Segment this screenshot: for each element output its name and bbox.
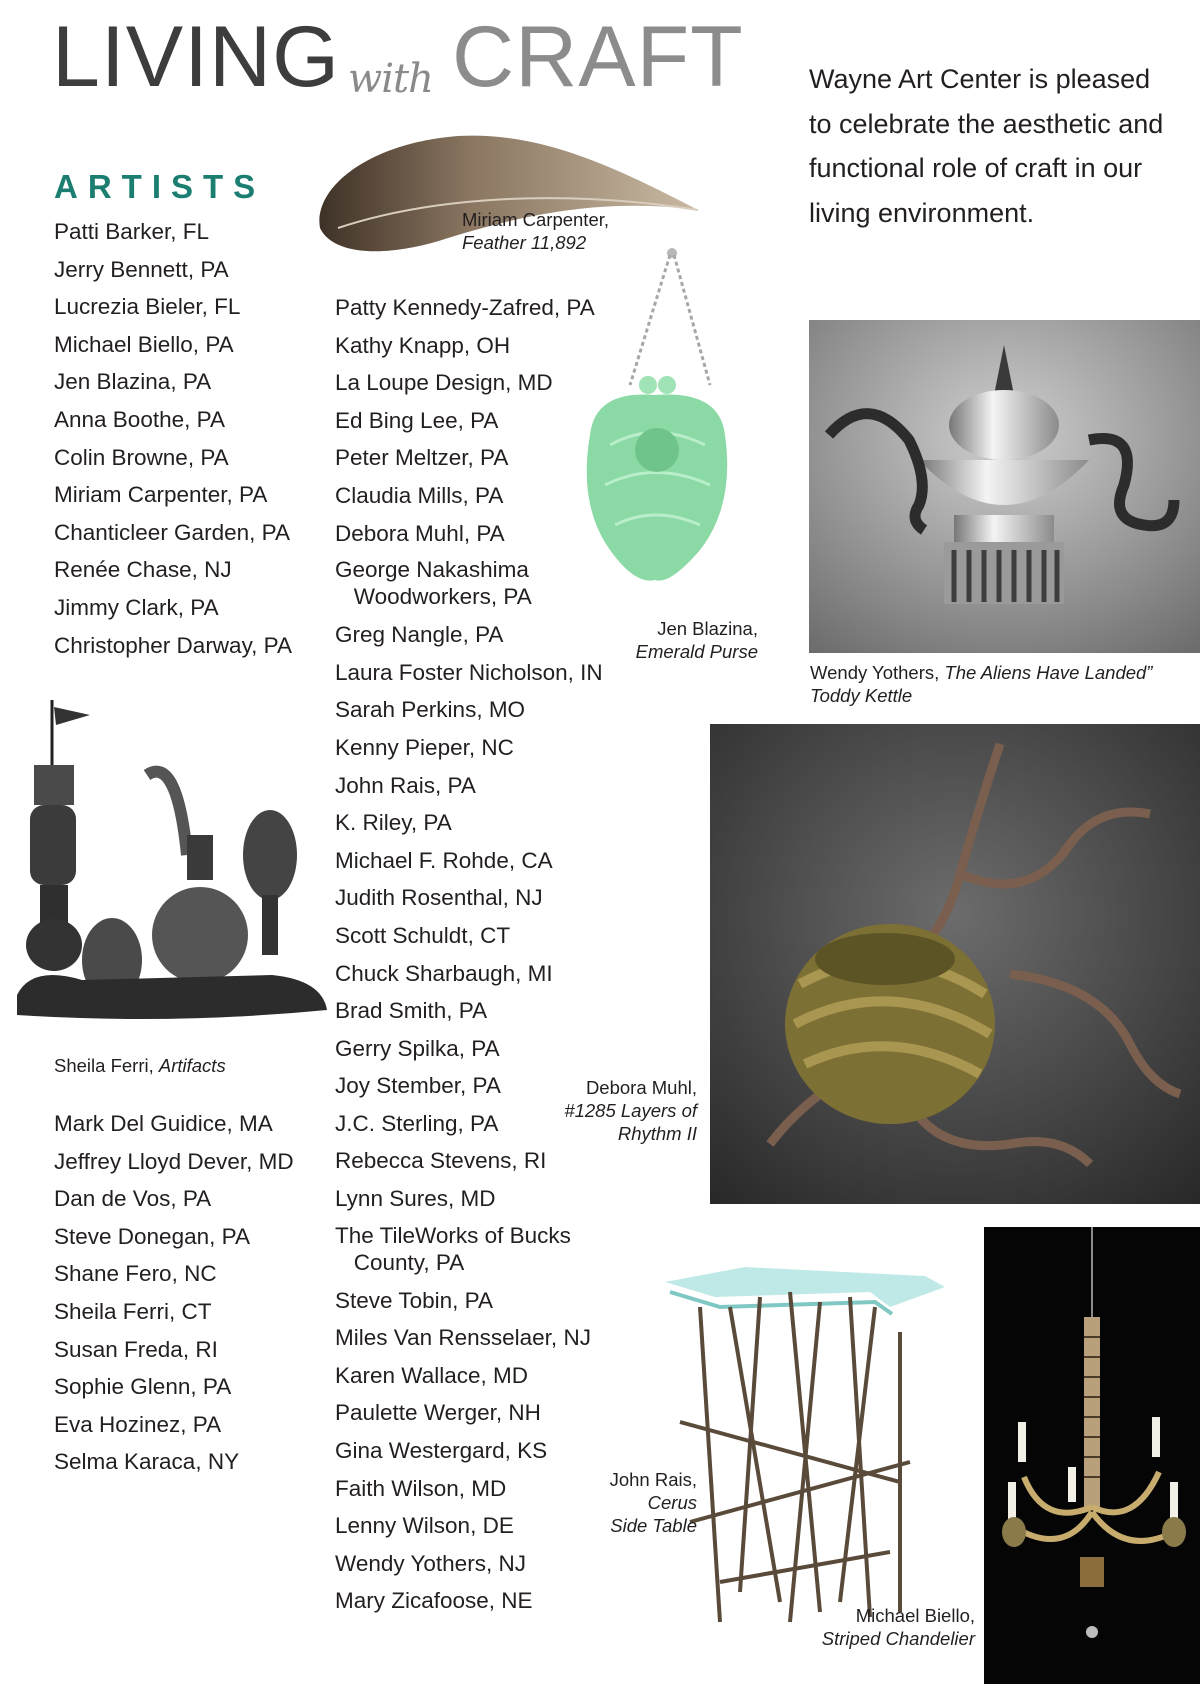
artist-name: Sheila Ferri, CT (54, 1298, 212, 1324)
artist-name: Sophie Glenn, PA (54, 1374, 232, 1400)
caption-table-artist: John Rais, (609, 1469, 697, 1490)
artist-name: The TileWorks of Bucks County, PA (335, 1222, 571, 1275)
chandelier-photo (984, 1227, 1200, 1684)
artist-name: Jeffrey Lloyd Dever, MD (54, 1148, 294, 1174)
basket-photo (710, 724, 1200, 1204)
artist-name: Laura Foster Nicholson, IN (335, 659, 603, 685)
artist-name: Renée Chase, NJ (54, 557, 232, 583)
caption-purse (600, 617, 758, 663)
artist-name: Peter Meltzer, PA (335, 445, 509, 471)
caption-feather-artist: Miriam Carpenter, (462, 209, 610, 230)
artist-name: Faith Wilson, MD (335, 1475, 507, 1501)
artist-name: Judith Rosenthal, NJ (335, 885, 543, 911)
artist-name: Colin Browne, PA (54, 444, 229, 470)
artist-name: Paulette Werger, NH (335, 1400, 541, 1426)
artist-name: Lucrezia Bieler, FL (54, 294, 241, 320)
artist-name: Steve Tobin, PA (335, 1287, 494, 1313)
kettle-photo (809, 320, 1200, 653)
caption-chandelier-artist: Michael Biello, (855, 1605, 975, 1626)
artist-name: Shane Fero, NC (54, 1261, 217, 1287)
caption-purse-title: Emerald Purse (635, 641, 758, 662)
artist-name: Ed Bing Lee, PA (335, 407, 499, 433)
artist-name: Wendy Yothers, NJ (335, 1550, 526, 1576)
artist-list-col1-top (54, 213, 292, 664)
artist-list-col2 (335, 289, 605, 1620)
artist-name: Sarah Perkins, MO (335, 697, 526, 723)
table-photo (660, 1262, 950, 1632)
artist-name: Mary Zicafoose, NE (335, 1588, 533, 1614)
caption-basket (540, 1076, 697, 1145)
artist-name: Chuck Sharbaugh, MI (335, 960, 553, 986)
artist-name: Rebecca Stevens, RI (335, 1148, 547, 1174)
caption-basket-title2: Rhythm II (617, 1123, 697, 1144)
artist-name: Chanticleer Garden, PA (54, 519, 290, 545)
artist-name: Debora Muhl, PA (335, 520, 505, 546)
artist-name: J.C. Sterling, PA (335, 1110, 499, 1136)
caption-purse-artist: Jen Blazina, (657, 618, 758, 639)
artist-name: Patty Kennedy-Zafred, PA (335, 295, 595, 320)
artist-name: Jimmy Clark, PA (54, 594, 219, 620)
artist-name: La Loupe Design, MD (335, 370, 553, 396)
caption-basket-title: #1285 Layers of (564, 1100, 697, 1121)
artist-list-col1-bottom (54, 1105, 294, 1481)
artist-name: Brad Smith, PA (335, 998, 488, 1024)
artist-name: Selma Karaca, NY (54, 1449, 240, 1475)
artist-name: Kathy Knapp, OH (335, 332, 511, 358)
artist-name: Jerry Bennett, PA (54, 256, 229, 282)
caption-artifacts (54, 1054, 226, 1077)
artist-name: Karen Wallace, MD (335, 1362, 528, 1388)
caption-kettle-title2: Toddy Kettle (810, 685, 913, 706)
artist-name: Christopher Darway, PA (54, 632, 292, 658)
artist-name: Miles Van Rensselaer, NJ (335, 1325, 591, 1351)
title-with: with (348, 56, 433, 102)
artist-name: Susan Freda, RI (54, 1336, 218, 1362)
artist-name: Anna Boothe, PA (54, 406, 225, 432)
artist-name: Jen Blazina, PA (54, 369, 212, 395)
artist-name: Patti Barker, FL (54, 219, 210, 244)
artist-name: John Rais, PA (335, 772, 476, 798)
artist-name: Michael Biello, PA (54, 331, 234, 357)
artist-name: Gerry Spilka, PA (335, 1035, 500, 1061)
caption-chandelier-title: Striped Chandelier (821, 1628, 975, 1649)
artist-name: Michael F. Rohde, CA (335, 847, 553, 873)
caption-basket-artist: Debora Muhl, (585, 1077, 697, 1098)
caption-table-title: Cerus (647, 1492, 697, 1513)
artist-name: Miriam Carpenter, PA (54, 482, 268, 508)
artist-name: Lynn Sures, MD (335, 1186, 496, 1212)
caption-chandelier (780, 1604, 975, 1650)
artist-name: K. Riley, PA (335, 810, 452, 836)
caption-table-title2: Side Table (610, 1515, 697, 1536)
artist-name: Scott Schuldt, CT (335, 922, 511, 948)
caption-feather-title: Feather 11,892 (462, 232, 587, 253)
title-living: LIVING (52, 9, 340, 105)
caption-artifacts-title: Artifacts (158, 1055, 226, 1076)
artist-name: Mark Del Guidice, MA (54, 1111, 273, 1136)
caption-kettle-title: The Aliens Have Landed” (944, 662, 1153, 683)
artist-name: Eva Hozinez, PA (54, 1411, 222, 1437)
artist-name: Kenny Pieper, NC (335, 734, 514, 760)
caption-kettle-artist: Wendy Yothers, (810, 662, 945, 683)
title-craft: CRAFT (452, 9, 744, 105)
caption-table (560, 1468, 697, 1537)
artist-name: Gina Westergard, KS (335, 1438, 548, 1464)
artist-name: Dan de Vos, PA (54, 1186, 212, 1212)
artist-name: Greg Nangle, PA (335, 622, 504, 648)
intro-text: Wayne Art Center is pleased to celebrate the aesthetic and functional role of craft in our living environment. (809, 64, 1164, 228)
artist-name: Joy Stember, PA (335, 1073, 501, 1099)
caption-artifacts-artist: Sheila Ferri, (54, 1055, 159, 1076)
artist-name: Claudia Mills, PA (335, 482, 504, 508)
artist-name: Lenny Wilson, DE (335, 1513, 514, 1539)
caption-kettle (810, 661, 1152, 707)
artists-heading: ARTISTS (54, 168, 266, 205)
artist-name: Steve Donegan, PA (54, 1223, 250, 1249)
artist-name: George Nakashima Woodworkers, PA (335, 557, 532, 610)
artifacts-photo (12, 695, 332, 1030)
purse-photo (570, 245, 740, 600)
